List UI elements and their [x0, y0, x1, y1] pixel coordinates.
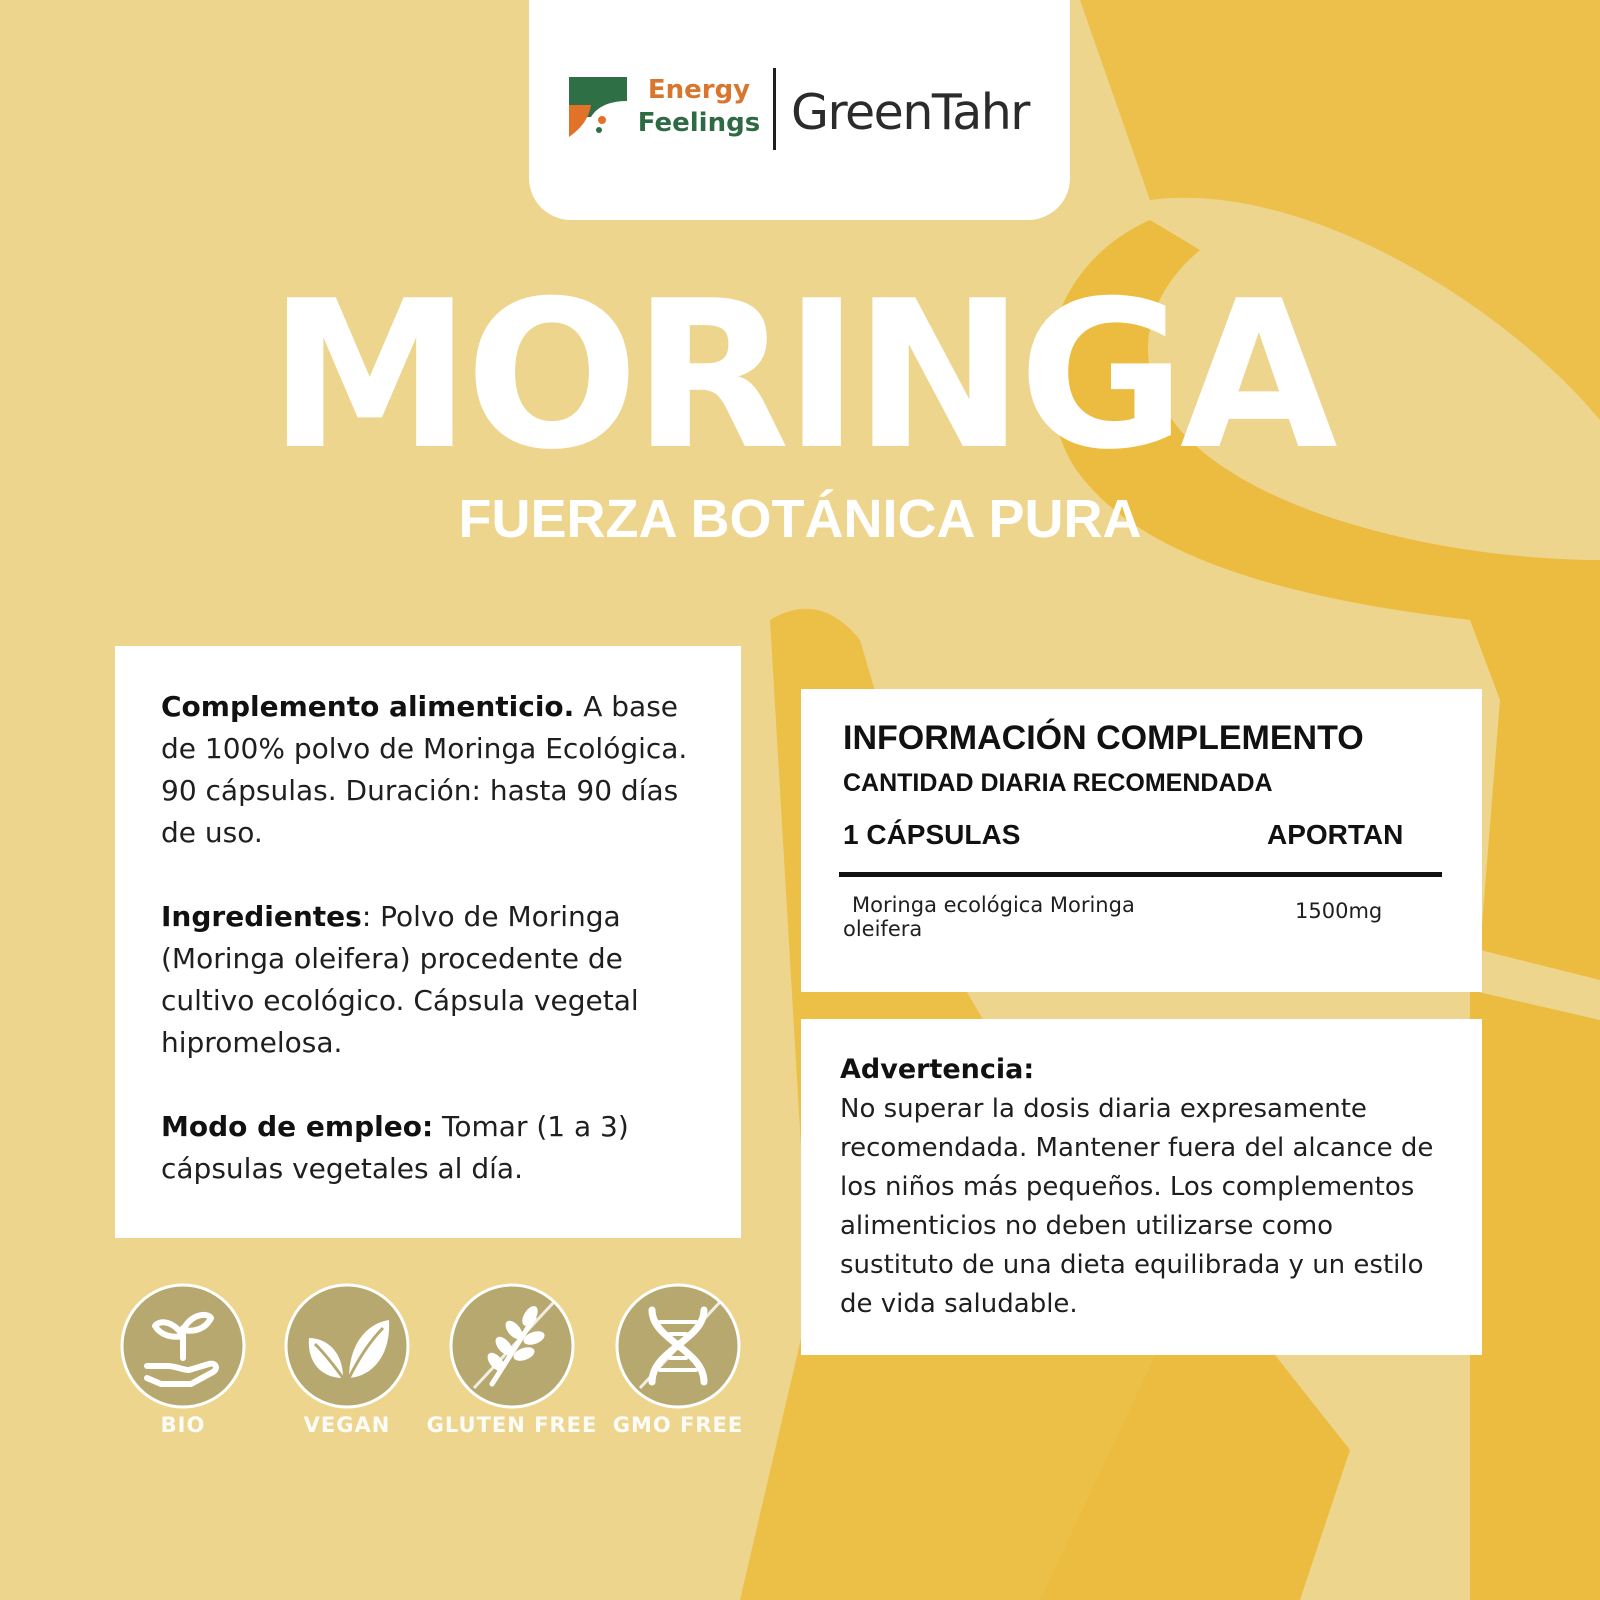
badge-gmo-free — [612, 1280, 744, 1440]
supplement-info-card — [801, 689, 1482, 992]
usage-paragraph — [161, 1106, 697, 1190]
brand-line-1: Energy — [647, 75, 751, 105]
provides-column-header: APORTAN — [1267, 819, 1404, 850]
product-info-card — [115, 646, 741, 1238]
ingredient-amount-cell: 1500mg — [1295, 899, 1383, 923]
daily-amount-subtitle: CANTIDAD DIARIA RECOMENDADA — [843, 769, 1273, 797]
plant-in-hand-icon — [117, 1280, 249, 1412]
wheat-crossed-icon — [446, 1280, 578, 1412]
ingredient-name-cell: Moringa ecológica Moringa oleifera — [843, 893, 1135, 941]
dna-crossed-icon — [612, 1280, 744, 1412]
logo-divider — [773, 68, 776, 150]
product-title: MORINGA — [268, 258, 1332, 495]
badge-bio-label: BIO — [160, 1413, 206, 1437]
warning-title: Advertencia: — [840, 1054, 1035, 1085]
energy-feelings-logo-icon — [569, 77, 627, 137]
badge-gluten-free-label: GLUTEN FREE — [426, 1413, 598, 1437]
logo-header — [529, 0, 1070, 220]
description-text: A base de 100% polvo de Moringa Ecológica. 90 cápsulas. Duración: hasta 90 días de uso. — [161, 690, 688, 849]
leaves-icon — [281, 1280, 413, 1412]
usage-heading: Modo de empleo: — [161, 1110, 434, 1143]
table-rule — [839, 872, 1442, 877]
badge-gluten-free — [426, 1280, 598, 1440]
badge-gmo-free-label: GMO FREE — [612, 1413, 744, 1437]
badge-vegan — [281, 1280, 413, 1440]
badge-vegan-label: VEGAN — [303, 1413, 391, 1437]
warning-card — [801, 1019, 1482, 1355]
warning-text: No superar la dosis diaria expresamente recomendada. Mantener fuera del alcance de los niños más pequeños. Los complementos alimenticios no deben utilizarse como sustituto de una dieta equilibrada y un estilo de vida saludable. — [840, 1094, 1434, 1319]
product-subtitle: FUERZA BOTÁNICA PURA — [458, 489, 1142, 549]
greentahr-logo: GreenTahr — [791, 84, 1029, 141]
description-heading: Complemento alimenticio. — [161, 690, 575, 723]
ingredients-heading: Ingredientes — [161, 900, 362, 933]
dose-column-header: 1 CÁPSULAS — [843, 819, 1021, 850]
badge-bio — [117, 1280, 249, 1440]
ingredients-paragraph — [161, 896, 697, 1064]
ingredients-text: : Polvo de Moringa (Moringa oleifera) procedente de cultivo ecológico. Cápsula vegetal hipromelosa. — [161, 900, 639, 1059]
description-paragraph — [161, 686, 697, 854]
supplement-info-title: INFORMACIÓN COMPLEMENTO — [843, 719, 1364, 757]
energy-feelings-wordmark — [629, 74, 769, 140]
usage-text: Tomar (1 a 3) cápsulas vegetales al día. — [161, 1110, 629, 1185]
brand-line-2: Feelings — [637, 108, 761, 138]
